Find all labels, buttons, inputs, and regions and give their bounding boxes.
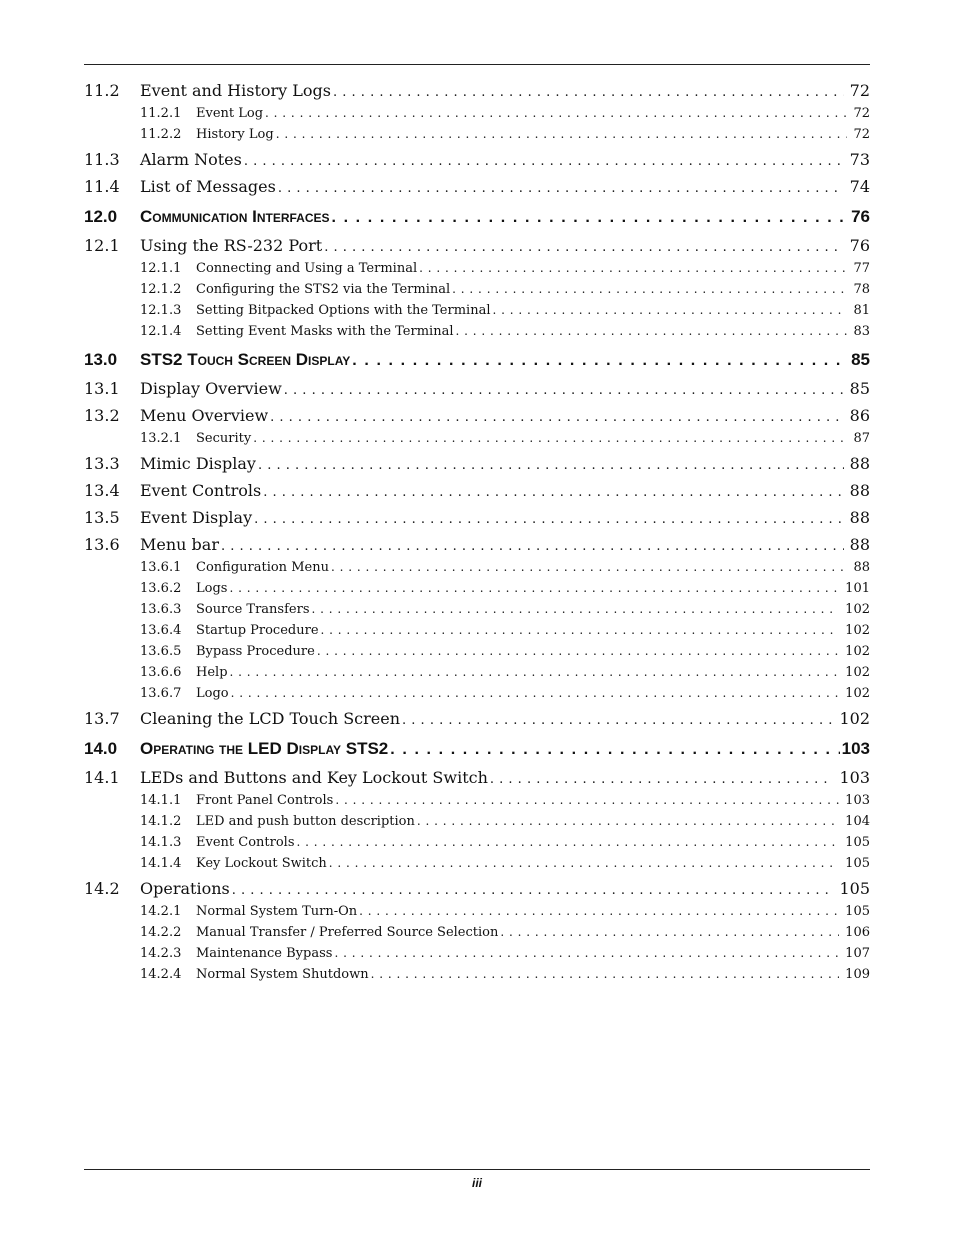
dot-leader [334, 943, 839, 964]
toc-entry-page: 102 [845, 665, 870, 680]
toc-chapter-entry[interactable] [84, 346, 870, 374]
dot-leader [253, 428, 847, 449]
toc-entry-title: Mimic Display [140, 454, 256, 473]
toc-entry-title: Operations [140, 879, 230, 898]
toc-entry-page: 107 [845, 946, 870, 961]
toc-subsection-entry[interactable] [84, 790, 870, 811]
toc-entry-number: 11.3 [84, 150, 120, 169]
toc-subsection-entry[interactable] [84, 321, 870, 342]
toc-entry-page: 85 [851, 350, 870, 369]
toc-entry-page: 76 [849, 236, 870, 255]
toc-subsection-entry[interactable] [84, 557, 870, 578]
toc-entry-number: 14.1.1 [140, 793, 182, 808]
toc-entry-page: 88 [849, 508, 870, 527]
toc-entry-title: Normal System Turn-On [196, 904, 358, 919]
toc-entry-number: 14.1 [84, 768, 120, 787]
toc-entry-title: Manual Transfer / Preferred Source Selection [196, 925, 499, 940]
toc-entry-number: 13.6.7 [140, 686, 182, 701]
toc-entry-title: Menu bar [140, 535, 219, 554]
toc-entry-page: 72 [853, 106, 870, 121]
dot-leader [230, 662, 840, 683]
toc-subsection-entry[interactable] [84, 620, 870, 641]
toc-entry-number: 12.1.1 [140, 261, 182, 276]
toc-entry-title: Configuration Menu [196, 560, 329, 575]
dot-leader [492, 300, 847, 321]
toc-entry-title: Configuring the STS2 via the Terminal [196, 282, 451, 297]
dot-leader [244, 150, 844, 174]
toc-section-entry[interactable] [84, 79, 870, 103]
toc-entry-title: Normal System Shutdown [196, 967, 369, 982]
toc-entry-number: 14.2.4 [140, 967, 182, 982]
toc-section-entry[interactable] [84, 234, 870, 258]
dot-leader [284, 379, 844, 403]
toc-entry-number: 13.3 [84, 454, 120, 473]
toc-entry-page: 74 [849, 177, 870, 196]
toc-section-entry[interactable] [84, 377, 870, 401]
toc-entry-number: 12.1.3 [140, 303, 182, 318]
toc-entry-page: 101 [845, 581, 870, 596]
dot-leader [331, 557, 848, 578]
toc-entry-page: 72 [853, 127, 870, 142]
toc-subsection-entry[interactable] [84, 683, 870, 704]
toc-section-entry[interactable] [84, 404, 870, 428]
toc-entry-title: LED and push button description [196, 814, 415, 829]
dot-leader [335, 790, 839, 811]
dot-leader [500, 922, 839, 943]
toc-entry-number: 13.6.3 [140, 602, 182, 617]
toc-entry-number: 12.1.4 [140, 324, 182, 339]
toc-entry-page: 78 [853, 282, 870, 297]
footer-rule [84, 1169, 870, 1170]
dot-leader [297, 832, 840, 853]
toc-entry-page: 102 [845, 686, 870, 701]
dot-leader [417, 811, 839, 832]
dot-leader [371, 964, 840, 985]
toc-entry-number: 14.2.3 [140, 946, 182, 961]
dot-leader [263, 481, 843, 505]
dot-leader [455, 321, 847, 342]
toc-entry-number: 12.1.2 [140, 282, 182, 297]
toc-entry-page: 105 [845, 856, 870, 871]
toc-entry-number: 13.2 [84, 406, 120, 425]
toc-section-entry[interactable] [84, 533, 870, 557]
toc-entry-number: 12.0 [84, 207, 118, 226]
toc-entry-number: 13.6.2 [140, 581, 182, 596]
toc-entry-page: 106 [845, 925, 870, 940]
toc-entry-page: 77 [853, 261, 870, 276]
toc-subsection-entry[interactable] [84, 428, 870, 449]
toc-entry-page: 103 [839, 768, 870, 787]
toc-entry-page: 102 [845, 602, 870, 617]
dot-leader [390, 736, 839, 764]
toc-entry-page: 103 [845, 793, 870, 808]
toc-entry-number: 13.0 [84, 350, 118, 369]
toc-entry-title: Event Controls [196, 835, 295, 850]
dot-leader [452, 279, 847, 300]
toc-entry-number: 14.2.1 [140, 904, 182, 919]
toc-subsection-entry[interactable] [84, 901, 870, 922]
dot-leader [490, 768, 834, 792]
toc-entry-title: Event Controls [140, 481, 262, 500]
toc-entry-page: 88 [849, 481, 870, 500]
toc-entry-title: Security [196, 431, 252, 446]
toc-entry-page: 73 [849, 150, 870, 169]
toc-subsection-entry[interactable] [84, 853, 870, 874]
toc-subsection-entry[interactable] [84, 103, 870, 124]
toc-entry-number: 11.2.1 [140, 106, 182, 121]
dot-leader [312, 599, 840, 620]
toc-entry-title: Cleaning the LCD Touch Screen [140, 709, 401, 728]
dot-leader [270, 406, 844, 430]
toc-subsection-entry[interactable] [84, 124, 870, 145]
toc-subsection-entry[interactable] [84, 811, 870, 832]
toc-entry-page: 104 [845, 814, 870, 829]
dot-leader [265, 103, 847, 124]
toc-section-entry[interactable] [84, 506, 870, 530]
dot-leader [221, 535, 844, 559]
toc-entry-title: Communication Interfaces [140, 207, 330, 226]
dot-leader [329, 853, 839, 874]
toc-entry-number: 13.4 [84, 481, 120, 500]
toc-subsection-entry[interactable] [84, 922, 870, 943]
toc-entry-page: 109 [845, 967, 870, 982]
toc-entry-number: 13.6.4 [140, 623, 182, 638]
toc-entry-title: Connecting and Using a Terminal [196, 261, 418, 276]
toc-entry-title: Source Transfers [196, 602, 310, 617]
toc-entry-title: Event Display [140, 508, 253, 527]
toc-entry-title: Key Lockout Switch [196, 856, 327, 871]
dot-leader [229, 578, 839, 599]
toc-section-entry[interactable] [84, 877, 870, 901]
toc-entry-title: Logs [196, 581, 228, 596]
toc-section-entry[interactable] [84, 707, 870, 731]
dot-leader [352, 347, 849, 375]
toc-section-entry[interactable] [84, 766, 870, 790]
toc-entry-number: 13.6.1 [140, 560, 182, 575]
toc-section-entry[interactable] [84, 452, 870, 476]
toc-entry-number: 13.6 [84, 535, 120, 554]
toc-entry-number: 13.2.1 [140, 431, 182, 446]
toc-entry-number: 13.5 [84, 508, 120, 527]
toc-entry-page: 86 [849, 406, 870, 425]
toc-entry-title: Using the RS-232 Port [140, 236, 323, 255]
dot-leader [258, 454, 844, 478]
toc-entry-title: LEDs and Buttons and Key Lockout Switch [140, 768, 488, 787]
toc-entry-number: 13.6.6 [140, 665, 182, 680]
toc-entry-number: 14.2.2 [140, 925, 182, 940]
dot-leader [254, 508, 844, 532]
toc-entry-number: 12.1 [84, 236, 120, 255]
toc-entry-page: 76 [851, 207, 870, 226]
toc-chapter-entry[interactable] [84, 203, 870, 231]
toc-entry-page: 102 [845, 644, 870, 659]
toc-entry-title: Bypass Procedure [196, 644, 315, 659]
toc-entry-number: 13.7 [84, 709, 120, 728]
toc-entry-page: 85 [849, 379, 870, 398]
toc-entry-page: 105 [845, 835, 870, 850]
toc-subsection-entry[interactable] [84, 279, 870, 300]
toc-entry-page: 88 [849, 535, 870, 554]
toc-chapter-entry[interactable] [84, 735, 870, 763]
toc-entry-page: 105 [845, 904, 870, 919]
toc-entry-page: 87 [853, 431, 870, 446]
toc-entry-page: 81 [853, 303, 870, 318]
toc-section-entry[interactable] [84, 175, 870, 199]
toc-entry-number: 14.1.2 [140, 814, 182, 829]
toc-subsection-entry[interactable] [84, 662, 870, 683]
toc-section-entry[interactable] [84, 148, 870, 172]
dot-leader [278, 177, 844, 201]
dot-leader [332, 204, 850, 232]
toc-entry-number: 13.6.5 [140, 644, 182, 659]
toc-entry-title: Maintenance Bypass [196, 946, 333, 961]
toc-subsection-entry[interactable] [84, 599, 870, 620]
dot-leader [231, 683, 840, 704]
dot-leader [317, 641, 839, 662]
dot-leader [232, 879, 834, 903]
toc-entry-page: 88 [849, 454, 870, 473]
toc-subsection-entry[interactable] [84, 300, 870, 321]
toc-subsection-entry[interactable] [84, 832, 870, 853]
toc-subsection-entry[interactable] [84, 943, 870, 964]
dot-leader [402, 709, 833, 733]
toc-entry-title: Help [196, 665, 228, 680]
toc-entry-title: Event and History Logs [140, 81, 332, 100]
dot-leader [276, 124, 848, 145]
toc-entry-number: 11.4 [84, 177, 120, 196]
toc-entry-title: History Log [196, 127, 274, 142]
toc-subsection-entry[interactable] [84, 641, 870, 662]
toc-entry-title: Setting Bitpacked Options with the Terminal [196, 303, 491, 318]
toc-subsection-entry[interactable] [84, 964, 870, 985]
toc-entry-page: 102 [845, 623, 870, 638]
toc-entry-page: 103 [841, 739, 870, 758]
toc-entry-page: 88 [853, 560, 870, 575]
table-of-contents [84, 76, 870, 985]
toc-subsection-entry[interactable] [84, 258, 870, 279]
toc-section-entry[interactable] [84, 479, 870, 503]
toc-entry-title: Menu Overview [140, 406, 269, 425]
dot-leader [321, 620, 840, 641]
toc-entry-title: Display Overview [140, 379, 282, 398]
toc-entry-title: Operating the LED Display STS2 [140, 739, 389, 758]
toc-subsection-entry[interactable] [84, 578, 870, 599]
dot-leader [333, 81, 844, 105]
dot-leader [359, 901, 839, 922]
toc-entry-page: 105 [839, 879, 870, 898]
dot-leader [419, 258, 847, 279]
toc-entry-title: Setting Event Masks with the Terminal [196, 324, 454, 339]
toc-entry-number: 14.1.4 [140, 856, 182, 871]
header-rule [84, 64, 870, 65]
dot-leader [324, 236, 843, 260]
toc-entry-title: Logo [196, 686, 229, 701]
toc-entry-title: Startup Procedure [196, 623, 319, 638]
toc-entry-page: 83 [853, 324, 870, 339]
toc-entry-title: STS2 Touch Screen Display [140, 350, 351, 369]
toc-entry-number: 14.1.3 [140, 835, 182, 850]
toc-entry-title: Alarm Notes [140, 150, 242, 169]
footer-page-number: iii [471, 1176, 482, 1190]
toc-entry-number: 14.2 [84, 879, 120, 898]
toc-entry-title: Front Panel Controls [196, 793, 334, 808]
toc-entry-page: 102 [839, 709, 870, 728]
toc-entry-title: Event Log [196, 106, 264, 121]
toc-entry-number: 13.1 [84, 379, 120, 398]
toc-entry-page: 72 [849, 81, 870, 100]
toc-entry-number: 11.2.2 [140, 127, 182, 142]
toc-entry-number: 11.2 [84, 81, 120, 100]
toc-entry-title: List of Messages [140, 177, 276, 196]
toc-entry-number: 14.0 [84, 739, 118, 758]
